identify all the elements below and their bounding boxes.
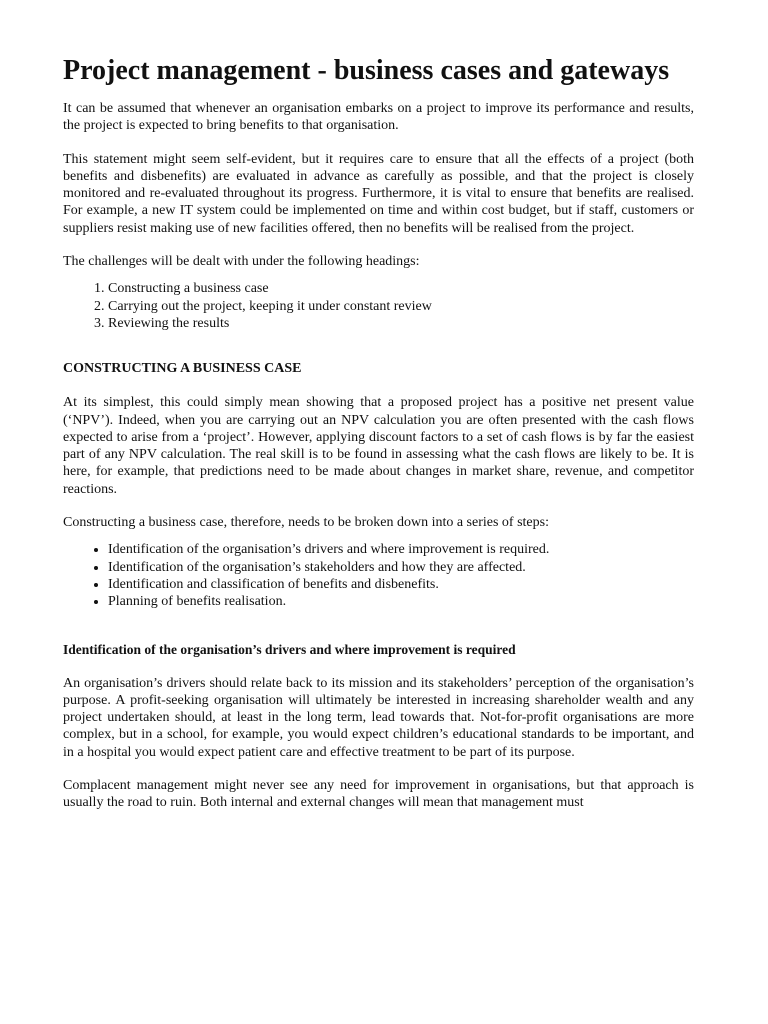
list-item: • Identification of the organisation’s stakeholders and how they are affected. (108, 559, 694, 576)
intro-paragraph-1: It can be assumed that whenever an organisation embarks on a project to improve its performance and results, the project is expected to bring benefits to that organisation. (63, 101, 694, 134)
headings-list (63, 280, 694, 332)
list-item: • Planning of benefits realisation. (108, 593, 694, 610)
section1-paragraph-1: At its simplest, this could simply mean showing that a proposed project has a positive net present value (‘NPV’). Indeed, when you are carrying out an NPV calculation you are often presented with the cash flows expected to arise from a ‘project’. However, applying discount factors to a set of cash flows is by far the easiest part of any NPV calculation. The real skill is to be found in assessing what the cash flows are likely to be. It is here, for example, that predictions need to be made about changes in market share, revenue, and competitor reactions. (63, 395, 694, 497)
intro-paragraph-2: This statement might seem self-evident, but it requires care to ensure that all the effects of a project (both benefits and disbenefits) are evaluated in advance as carefully as possible, and that the project is closely monitored and re-evaluated throughout its progress. Furthermore, it is vital to ensure that benefits are realised. For example, a new IT system could be implemented on time and within cost budget, but if staff, customers or suppliers resist making use of new facilities offered, then no benefits will be realised from the project. (63, 151, 694, 236)
section-heading-constructing-business-case: CONSTRUCTING A BUSINESS CASE (63, 361, 302, 377)
list-item: 1. Constructing a business case (108, 280, 694, 297)
subsection-heading-drivers: Identification of the organisation’s drivers and where improvement is required (63, 641, 516, 657)
list-item: 2. Carrying out the project, keeping it under constant review (108, 298, 694, 315)
steps-list (63, 541, 694, 610)
subsection1-paragraph-1: An organisation’s drivers should relate back to its mission and its stakeholders’ perception of the organisation’s purpose. A profit-seeking organisation will ultimately be interested in increasing shareholder wealth and any project undertaken should, at least in the long term, lead towards that. Not-for-profit organisations are more complex, but in a school, for example, you would expect children’s educational standards to be important, and in a hospital you would expect patient care and effective treatment to be part of its purpose. (63, 675, 694, 760)
list-item: 3. Reviewing the results (108, 315, 694, 332)
section1-paragraph-2: Constructing a business case, therefore, needs to be broken down into a series of steps: (63, 515, 549, 531)
subsection1-paragraph-2: Complacent management might never see any need for improvement in organisations, but that approach is usually the road to ruin. Both internal and external changes will mean that management must (63, 778, 694, 811)
list-item: • Identification and classification of benefits and disbenefits. (108, 576, 694, 593)
list-item: • Identification of the organisation’s drivers and where improvement is required. (108, 541, 694, 558)
intro-paragraph-3: The challenges will be dealt with under the following headings: (63, 254, 420, 270)
page-title: Project management - business cases and gateways (63, 55, 670, 86)
